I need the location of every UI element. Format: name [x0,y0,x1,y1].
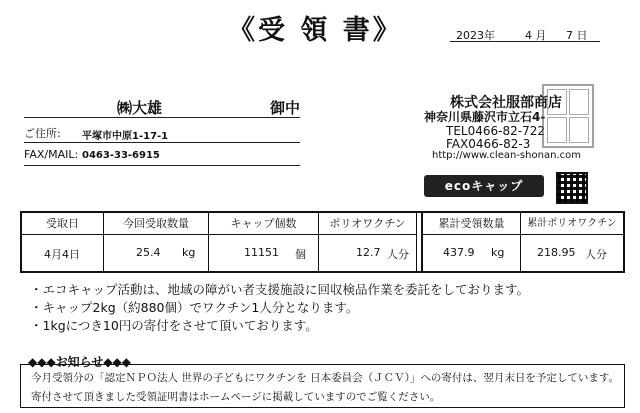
recipient-underline [24,117,300,118]
recipient-honorific: 御中 [270,99,301,117]
col-date [22,213,104,271]
note-item: ・1kgにつき10円の寄付をさせて頂いております。 [30,318,318,333]
receipt-table [20,211,625,273]
header-caps: キャップ個数 [209,213,318,235]
col-vaccine [319,213,417,271]
address-label: ご住所: [24,127,61,140]
date-day: 7 日 [566,29,588,42]
cell-caps-unit: 個 [295,248,306,261]
col-caps [209,213,319,271]
document-title: 《受 領 書》 [228,15,403,46]
cell-caps: 11151 [244,246,279,259]
header-total-qty: 累計受領数量 [423,213,520,235]
cell-total-vaccine-unit: 人分 [585,248,607,261]
date-month: 4 月 [525,29,547,42]
header-vaccine: ポリオワクチン [319,213,416,235]
header-qty: 今回受取数量 [104,213,208,235]
faxmail-label: FAX/MAIL: [24,148,79,161]
qr-code-icon [556,172,588,204]
eco-cap-stamp-logo: ecoキャップ [424,175,544,197]
col-total-vaccine [521,213,623,271]
cell-vaccine: 12.7 [356,246,381,259]
notice-line: 今月受領分の「認定ＮＰＯ法人 世界の子どもにワクチンを 日本委員会（ＪＣＶ）」への寄付は、翌月末日を予定しています。 [31,372,620,384]
date-year: 2023年 [456,29,495,42]
faxmail-underline [24,165,300,166]
address-underline [24,142,300,143]
note-item: ・キャップ2kg（約880個）でワクチン1人分となります。 [30,300,359,315]
issuer-address: 神奈川県藤沢市立石4- [424,110,546,124]
col-total-qty [421,213,521,271]
cell-total-vaccine: 218.95 [537,246,576,259]
notice-line: 寄付させて頂きました受領証明書はホームページに掲載していますのでご覧ください。 [31,391,441,403]
issuer-company: 株式会社服部商店 [450,95,562,111]
note-item: ・エコキャップ活動は、地域の障がい者支援施設に回収検品作業を委託をしております。 [30,282,530,297]
cell-vaccine-unit: 人分 [387,248,409,261]
issuer-fax: FAX0466-82-3 [446,137,531,151]
cell-total-qty-unit: kg [491,246,505,259]
cell-total-qty: 437.9 [443,246,475,259]
notice-title: ◆◆◆お知らせ◆◆◆ [28,355,132,369]
cell-qty: 25.4 [136,246,161,259]
col-qty [104,213,209,271]
company-seal-icon [542,84,594,148]
cell-date: 4月4日 [44,248,80,261]
issuer-tel: TEL0466-82-722 [446,124,545,138]
date-underline [450,41,600,42]
issuer-website: http://www.clean-shonan.com [432,150,581,161]
header-date: 受取日 [22,213,103,235]
address-value: 平塚市中原1-17-1 [82,131,169,142]
recipient-name: ㈱大雄 [117,99,163,117]
cell-qty-unit: kg [182,246,196,259]
notice-box [20,364,625,408]
faxmail-value: 0463-33-6915 [82,150,160,161]
header-total-vaccine: 累計ポリオワクチン [521,213,623,235]
